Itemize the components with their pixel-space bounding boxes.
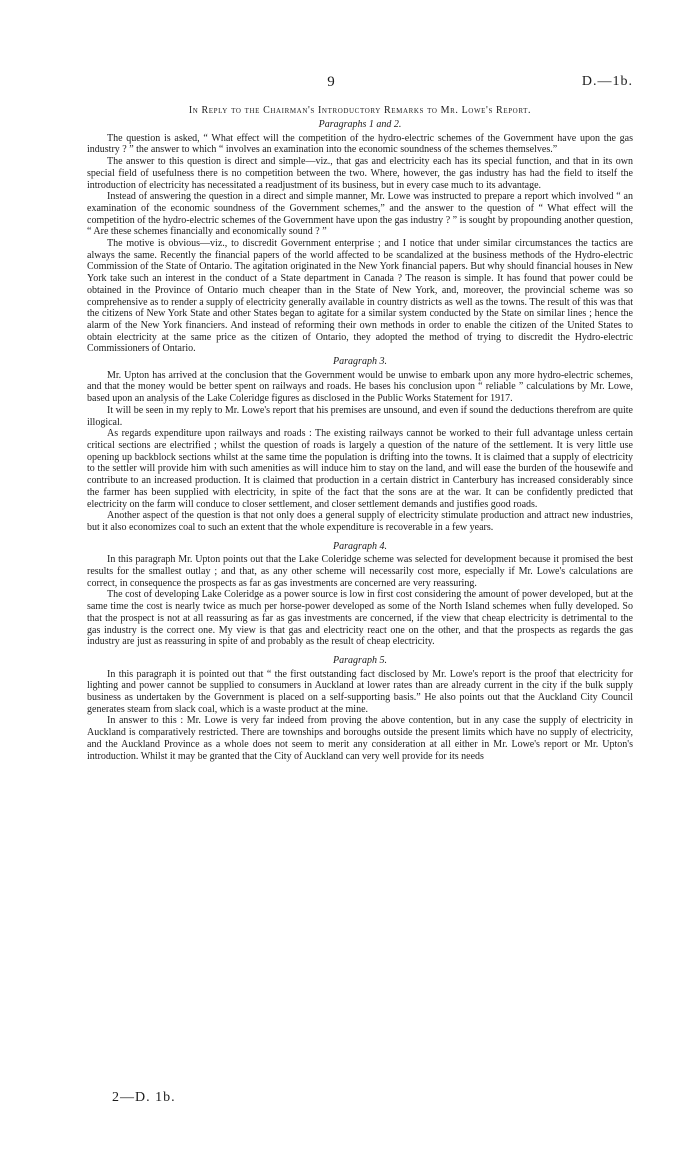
paragraph-heading: Paragraph 4. (333, 540, 387, 552)
paragraph: The motive is obvious—viz., to discredit Government enterprise ; and I notice that under similar circumstances the tactics are always the same. Recently the financial papers of the world affected to be scandalized at the business methods of the Hydro-electric Commission of the State of Ontario. The agitation originated in the New York financial papers. But why should financial houses in New York take such an interest in the conduct of a State department in Canada ? The reason is simple. It has found that power could be obtained in the Province of Ontario much cheaper than in the State of New York, and, moreover, the provincial scheme was so comprehensive as to render a supply of electricity generally available in country districts as well as the towns. The result of this was that the citizens of New York State and other States began to agitate for a similar system conducted by the State on similar lines ; hence the alarm of the New York financiers. And instead of reforming their own methods in order to enable the citizen of the United States to obtain electricity at the same price as the citizen of Ontario, they adopted the method of trying to discredit the Hydro-electric Commissioners of Ontario. (87, 238, 633, 355)
paragraph-heading: Paragraphs 1 and 2. (318, 119, 402, 130)
paragraph: The cost of developing Lake Coleridge as a power source is low in first cost considering the amount of power developed, but at the same time the cost is nearly twice as much per horse-power developed as some of the North Island schemes when fully developed. So that the prospect is not at all reassuring as far as gas investments are concerned, if the view that cheap electricity is detrimental to the gas industry is the correct one. My view is that gas and electricity react one on the other, and that the prospects as regards the gas industry are just as reassuring in spite of and probably as the result of cheap electricity. (87, 589, 633, 648)
paragraph: Instead of answering the question in a direct and simple manner, Mr. Lowe was instructed to prepare a report which involved “ an examination of the economic soundness of the Government schemes,” and the answer to the question of “ What effect will the competition of the hydro-electric schemes of the Government have upon the gas industry ? ” is sought by propounding another question, “ Are these schemes financially and economically sound ? ” (87, 191, 633, 238)
footer-signature-mark: 2—D. 1b. (112, 1090, 176, 1105)
body-text (87, 118, 633, 762)
paragraph: In answer to this : Mr. Lowe is very far indeed from proving the above contention, but in any case the supply of electricity in Auckland is comparatively restricted. There are townships and boroughs outside the present limits which have no supply of electricity, and the Auckland Province as a whole does not seem to merit any consideration at all either in Mr. Lowe's report or Mr. Upton's introduction. Whilst it may be granted that the City of Auckland can very well provide for its needs (87, 715, 633, 762)
paragraph: As regards expenditure upon railways and roads : The existing railways cannot be worked to their full advantage unless certain critical sections are electrified ; whilst the question of roads is largely a question of the nature of the settlement. It is very little use opening up backblock sections whilst at the same time the population is drifting into the towns. It is claimed that a supply of electricity to the settler will provide him with such amenities as will induce him to stay on the land, and will ease the burden of the housewife and contribute to an increased production. It is claimed that production in a certain district in Canterbury has increased considerably since the farmer has been supplied with electricity, in spite of the fact that the sons are at the war. It can be confidently predicted that electricity on the farm will conduce to closer settlement, and closer settlement demands and justifies good roads. (87, 428, 633, 510)
page-number: 9 (327, 74, 335, 90)
paragraph: The question is asked, “ What effect will the competition of the hydro-electric schemes of the Government have upon the gas industry ? ” the answer to which “ involves an examination into the economic soundness of the schemes themselves.” (87, 132, 633, 156)
section-title: In Reply to the Chairman's Introductory Remarks to Mr. Lowe's Report. (188, 105, 532, 116)
paragraph: Another aspect of the question is that not only does a general supply of electricity stimulate production and attract new industries, but it also economizes coal to such an extent that the whole expenditure is recoverable in a few years. (87, 510, 633, 533)
document-reference: D.—1b. (581, 74, 633, 89)
paragraph: In this paragraph it is pointed out that “ the first outstanding fact disclosed by Mr. Lowe's report is the proof that electricity for lighting and power cannot be supplied to consumers in Auckland at lower rates than are already current in the city if the bulk supply business as undertaken by the Government is placed on a self-supporting basis.” He also points out that the Auckland City Council generates steam from slack coal, which is a waste product at the mine. (87, 668, 633, 715)
paragraph: The answer to this question is direct and simple—viz., that gas and electricity each has its special function, and that in its own special field of usefulness there is no competition between the two. Where, however, the gas industry has had the field to itself the introduction of electricity has necessitated a readjustment of its business, but in every case much to its advantage. (87, 156, 633, 191)
paragraph-heading: Paragraph 3. (333, 356, 387, 368)
paragraph: Mr. Upton has arrived at the conclusion that the Government would be unwise to embark upon any more hydro-electric schemes, and that the money would be better spent on railways and roads. He bases his conclusion upon “ reliable ” calculations by Mr. Lowe, based upon an analysis of the Lake Coleridge figures as disclosed in the Public Works Statement for 1917. (87, 369, 633, 405)
paragraph: It will be seen in my reply to Mr. Lowe's report that his premises are unsound, and even if sound the deductions therefrom are quite illogical. (87, 404, 633, 428)
paragraph: In this paragraph Mr. Upton points out that the Lake Coleridge scheme was selected for development because it promised the best results for the smallest outlay ; and that, as any other scheme will necessarily cost more, especially if Mr. Lowe's calculations are correct, in consequence the prospects as far as gas investments are concerned are very reassuring. (87, 554, 633, 589)
paragraph-heading: Paragraph 5. (333, 654, 387, 666)
